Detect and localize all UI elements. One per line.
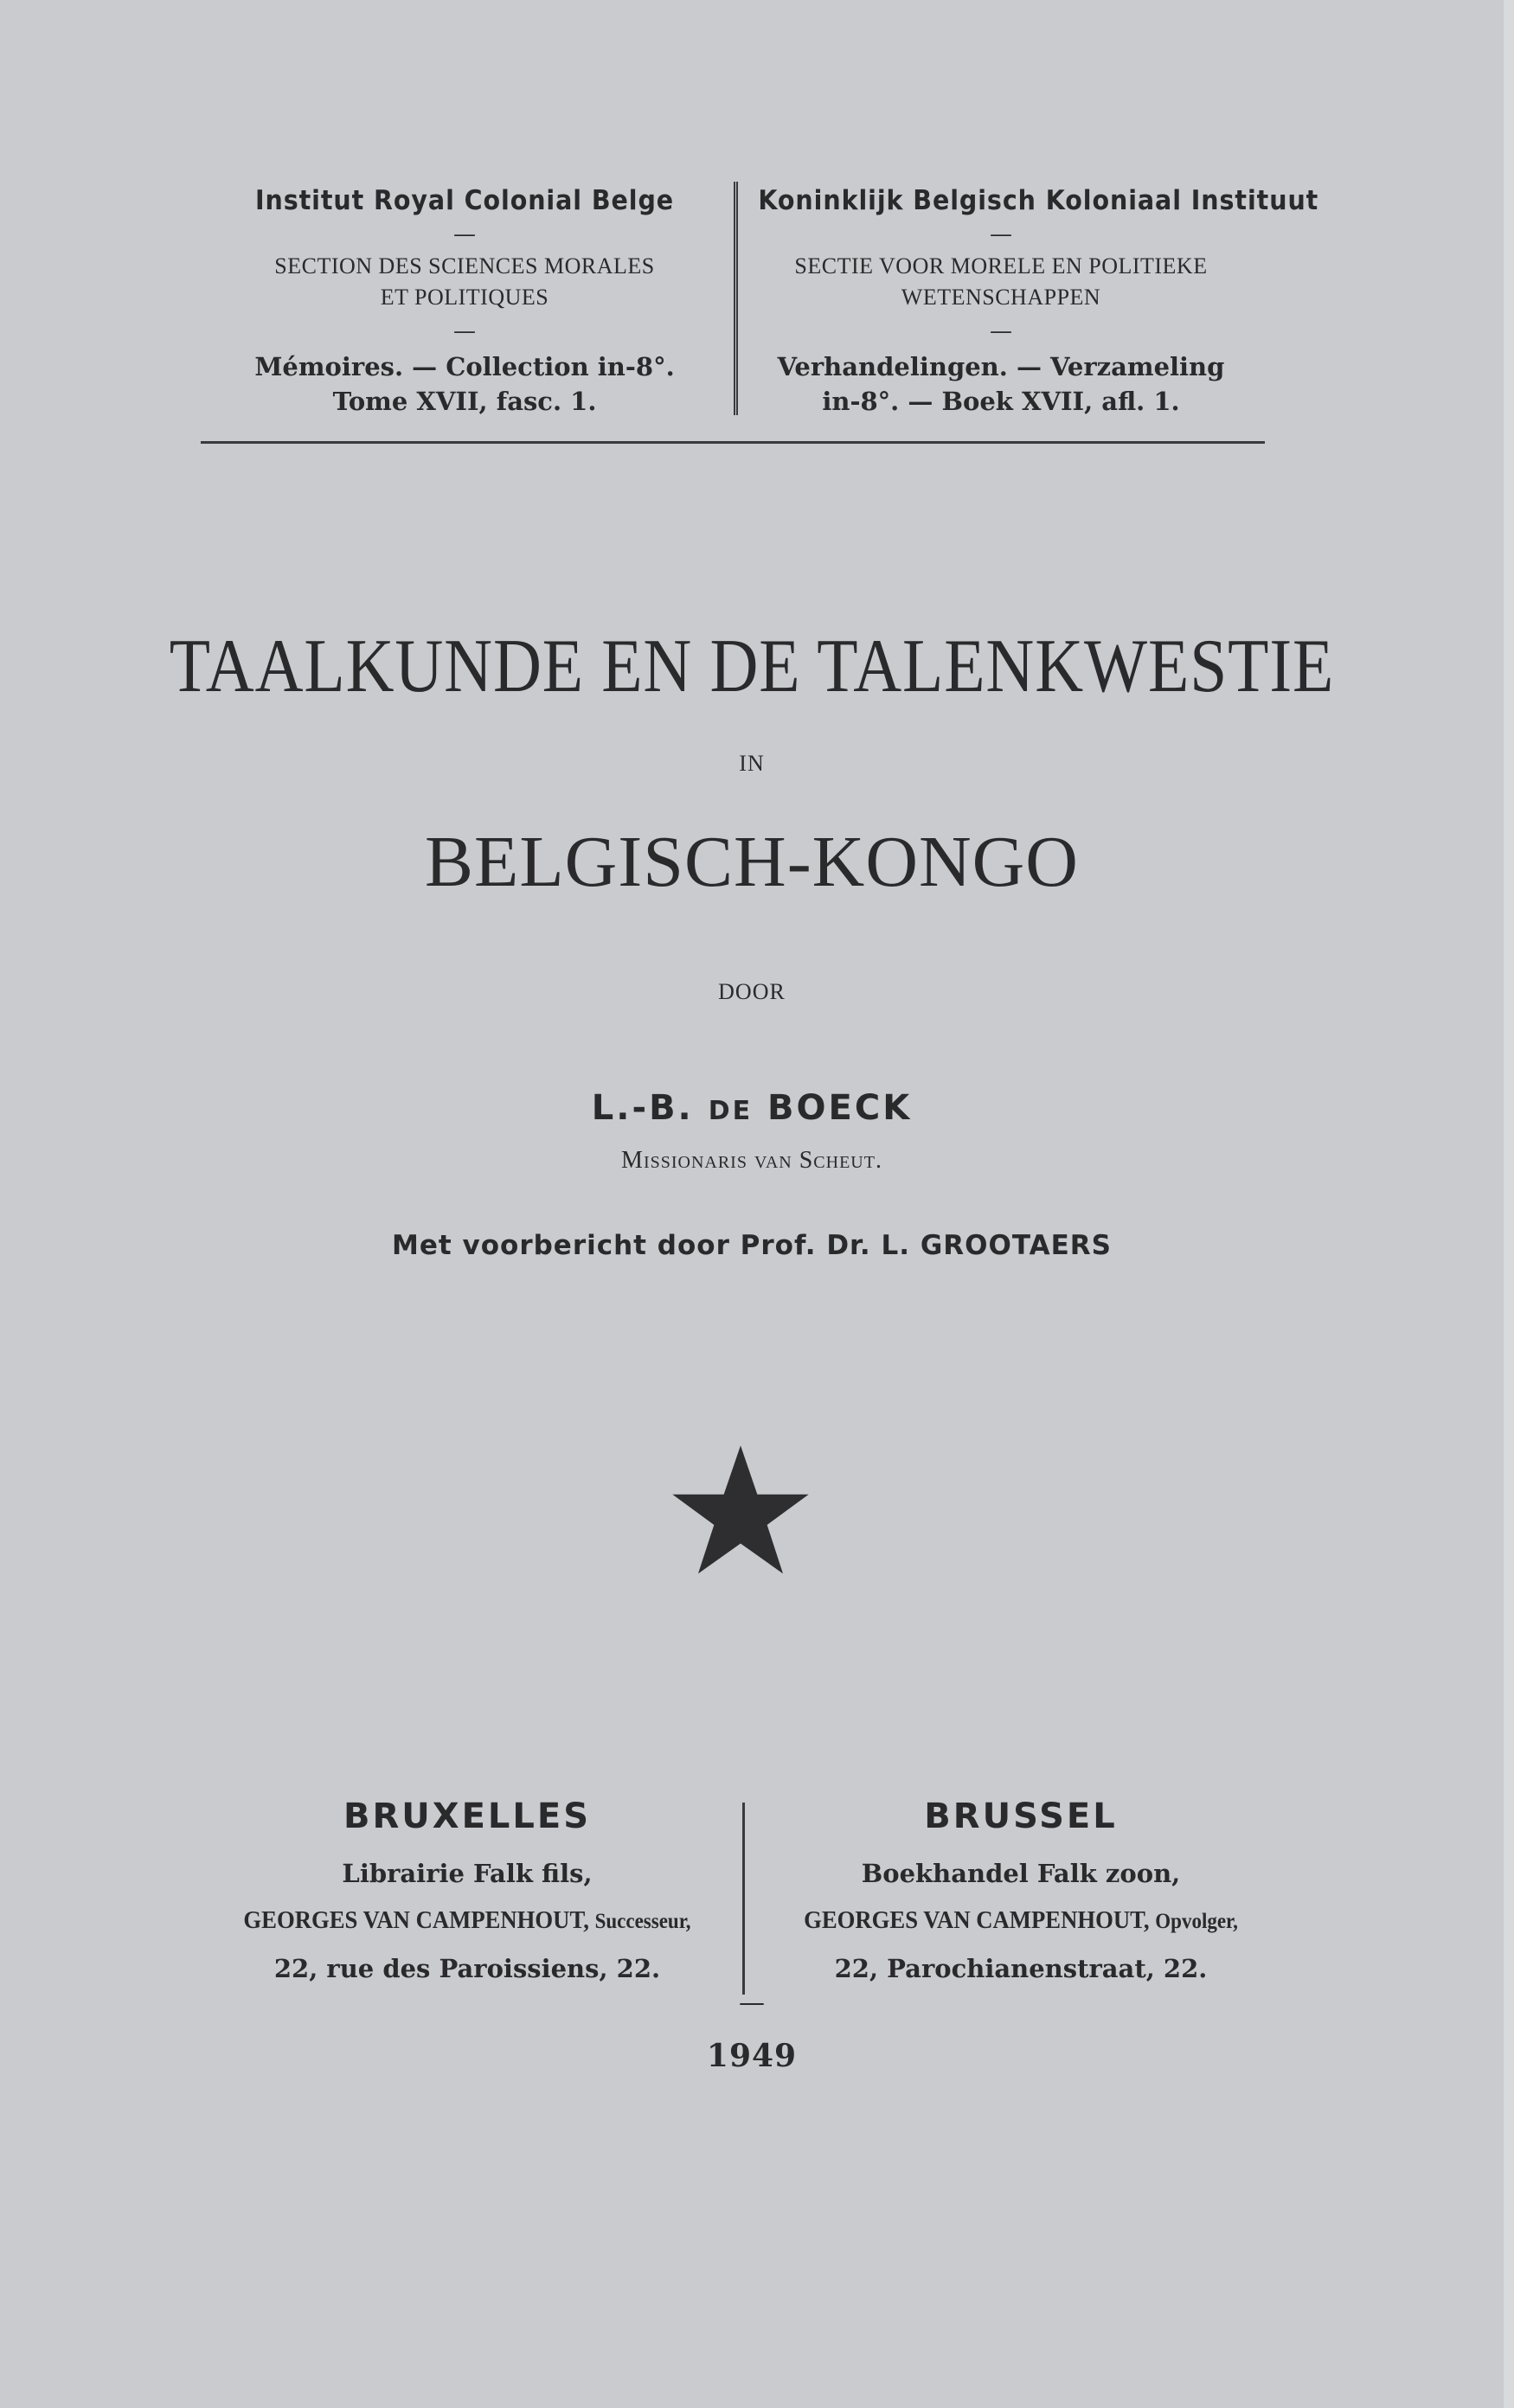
imprint-divider	[742, 1803, 745, 1995]
collection-line-2: Tome XVII, fasc. 1.	[332, 387, 597, 416]
institute-name-dutch: Koninklijk Belgisch Koloniaal Instituut	[758, 185, 1319, 216]
separator-dash: —	[990, 318, 1012, 344]
publisher-name	[774, 1898, 1267, 1944]
bookshop-name: Librairie Falk fils,	[342, 1859, 593, 1888]
publisher-label: GEORGES VAN CAMPENHOUT,	[243, 1906, 589, 1934]
star-icon	[670, 1443, 812, 1585]
section-name-line-2: WETENSCHAPPEN	[901, 285, 1101, 310]
section-name-line-1: SECTION DES SCIENCES MORALES	[274, 253, 655, 279]
author-affiliation: Missionaris van Scheut.	[621, 1147, 882, 1174]
imprint-dutch-column	[753, 1790, 1289, 1993]
collection-line-1: Mémoires. — Collection in-8°.	[254, 352, 675, 381]
author-particle: DE	[708, 1096, 754, 1126]
author-name	[0, 1088, 1504, 1128]
book-subtitle: BELGISCH-KONGO	[425, 822, 1079, 902]
city-name: BRUSSEL	[924, 1796, 1118, 1836]
publisher-label: GEORGES VAN CAMPENHOUT,	[804, 1906, 1150, 1934]
section-name-line-2: ET POLITIQUES	[380, 285, 549, 310]
separator-dash: —	[453, 318, 476, 344]
collection-line-1: Verhandelingen. — Verzameling	[777, 352, 1225, 381]
publisher-role: Opvolger,	[1155, 1910, 1238, 1933]
institute-name-french: Institut Royal Colonial Belge	[254, 185, 675, 216]
imprint-french-column	[199, 1790, 735, 1993]
bookshop-name: Boekhandel Falk zoon,	[861, 1859, 1181, 1888]
separator-dash: —	[453, 221, 476, 247]
header-dutch-column	[737, 173, 1319, 420]
collection-line-2: in-8°. — Boek XVII, afl. 1.	[822, 387, 1180, 416]
publisher-address: 22, rue des Paroissiens, 22.	[273, 1954, 661, 1983]
publication-header	[201, 173, 1319, 439]
header-rule	[201, 441, 1265, 444]
author-surname: BOECK	[767, 1088, 913, 1128]
city-name: BRUXELLES	[343, 1796, 592, 1836]
publisher-name	[221, 1898, 714, 1944]
separator-dash: —	[990, 221, 1012, 247]
preface-credit: Met voorbericht door Prof. Dr. L. GROOTAERS	[392, 1230, 1112, 1261]
section-name-line-1: SECTIE VOOR MORELE EN POLITIEKE	[794, 253, 1208, 279]
book-title: TAALKUNDE EN DE TALENKWESTIE	[169, 624, 1335, 708]
header-french-column	[201, 173, 728, 420]
publisher-address: 22, Parochianenstraat, 22.	[834, 1954, 1208, 1983]
by-line: DOOR	[718, 979, 786, 1004]
page-edge	[1504, 0, 1514, 2408]
year-separator: —	[739, 1988, 765, 2018]
publication-year: 1949	[706, 2038, 798, 2074]
title-connector: IN	[739, 751, 765, 776]
author-initials: L.-B.	[591, 1088, 694, 1128]
publisher-role: Successeur,	[594, 1910, 691, 1933]
imprint	[199, 1790, 1298, 2007]
